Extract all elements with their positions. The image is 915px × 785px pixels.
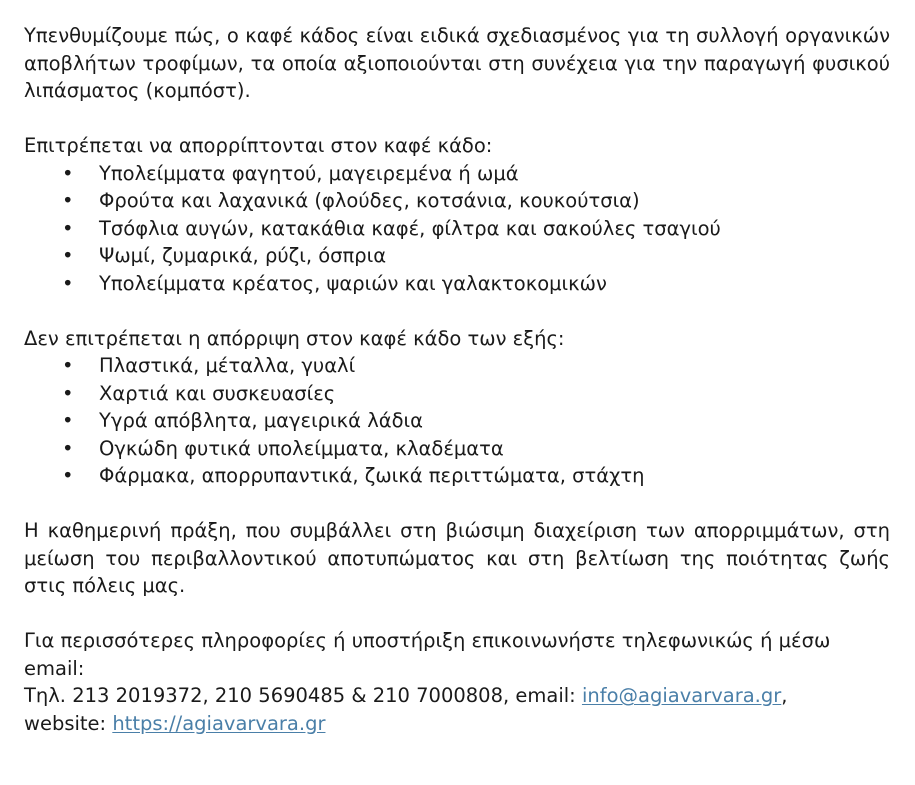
list-item-text: Φάρμακα, απορρυπαντικά, ζωικά περιττώματα, στάχτη bbox=[99, 464, 645, 487]
bullet-icon: • bbox=[62, 271, 74, 295]
website-label: website: bbox=[24, 711, 113, 735]
list-item-text: Φρούτα και λαχανικά (φλούδες, κοτσάνια, κουκούτσια) bbox=[99, 189, 640, 212]
bullet-icon: • bbox=[62, 244, 74, 267]
list-item-text: Υπολείμματα κρέατος, ψαριών και γαλακτοκομικών bbox=[99, 271, 607, 295]
list-item bbox=[24, 160, 890, 188]
list-item bbox=[24, 380, 890, 408]
spacer bbox=[24, 490, 890, 518]
spacer bbox=[24, 600, 890, 628]
list-item bbox=[24, 242, 890, 270]
email-link[interactable]: info@agiavarvara.gr bbox=[581, 684, 782, 707]
bullet-icon: • bbox=[62, 409, 74, 432]
list-item-text: Χαρτιά και συσκευασίες bbox=[99, 381, 336, 405]
list-item-text: Τσόφλια αυγών, κατακάθια καφέ, φίλτρα και σακούλες τσαγιού bbox=[99, 216, 721, 240]
forbidden-list bbox=[24, 352, 890, 490]
website-link[interactable]: https://agiavarvara.gr bbox=[112, 711, 326, 735]
allowed-list bbox=[24, 160, 890, 298]
intro-paragraph: Υπενθυμίζουμε πώς, ο καφέ κάδος είναι ειδικά σχεδιασμένος για τη συλλογή οργανικών αποβλήτων τροφίμων, τα οποία αξιοποιούνται στη συνέχεια για την παραγωγή φυσικού λιπάσματος (κομπόστ). bbox=[24, 24, 890, 102]
list-item bbox=[24, 215, 890, 243]
forbidden-heading: Δεν επιτρέπεται η απόρριψη στον καφέ κάδο των εξής: bbox=[24, 326, 565, 350]
list-item bbox=[24, 352, 890, 380]
bullet-icon: • bbox=[62, 161, 74, 185]
list-item-text: Υπολείμματα φαγητού, μαγειρεμένα ή ωμά bbox=[99, 161, 519, 185]
list-item-text: Ογκώδη φυτικά υπολείμματα, κλαδέματα bbox=[99, 436, 504, 460]
bullet-icon: • bbox=[62, 189, 74, 212]
closing-paragraph: Η καθημερινή πράξη, που συμβάλλει στη βιώσιμη διαχείριση των απορριμμάτων, στη μείωση του περιβαλλοντικού αποτυπώματος και στη βελτίωση της ποιότητας ζωής στις πόλεις μας. bbox=[24, 519, 890, 597]
list-item bbox=[24, 407, 890, 435]
bullet-icon: • bbox=[62, 354, 74, 377]
spacer bbox=[24, 297, 890, 325]
list-item-text: Ψωμί, ζυμαρικά, ρύζι, όσπρια bbox=[99, 244, 387, 267]
bullet-icon: • bbox=[62, 436, 74, 460]
bullet-icon: • bbox=[62, 464, 74, 487]
list-item bbox=[24, 270, 890, 298]
list-item bbox=[24, 435, 890, 463]
list-item-text: Πλαστικά, μέταλλα, γυαλί bbox=[99, 354, 356, 377]
document-body bbox=[24, 22, 890, 737]
contact-phones-line bbox=[24, 682, 890, 710]
bullet-icon: • bbox=[62, 381, 74, 405]
contact-info-text: Για περισσότερες πληροφορίες ή υποστήριξη επικοινωνήστε τηλεφωνικώς ή μέσω email: bbox=[24, 629, 831, 680]
list-item-text: Υγρά απόβλητα, μαγειρικά λάδια bbox=[99, 409, 423, 432]
comma-text: , bbox=[781, 684, 788, 707]
phones-text: Τηλ. 213 2019372, 210 5690485 & 210 7000808, email: bbox=[24, 684, 582, 707]
spacer bbox=[24, 105, 890, 133]
allowed-heading: Επιτρέπεται να απορρίπτονται στον καφέ κάδο: bbox=[24, 134, 493, 157]
list-item bbox=[24, 462, 890, 490]
bullet-icon: • bbox=[62, 216, 74, 240]
contact-website-line bbox=[24, 710, 890, 738]
list-item bbox=[24, 187, 890, 215]
